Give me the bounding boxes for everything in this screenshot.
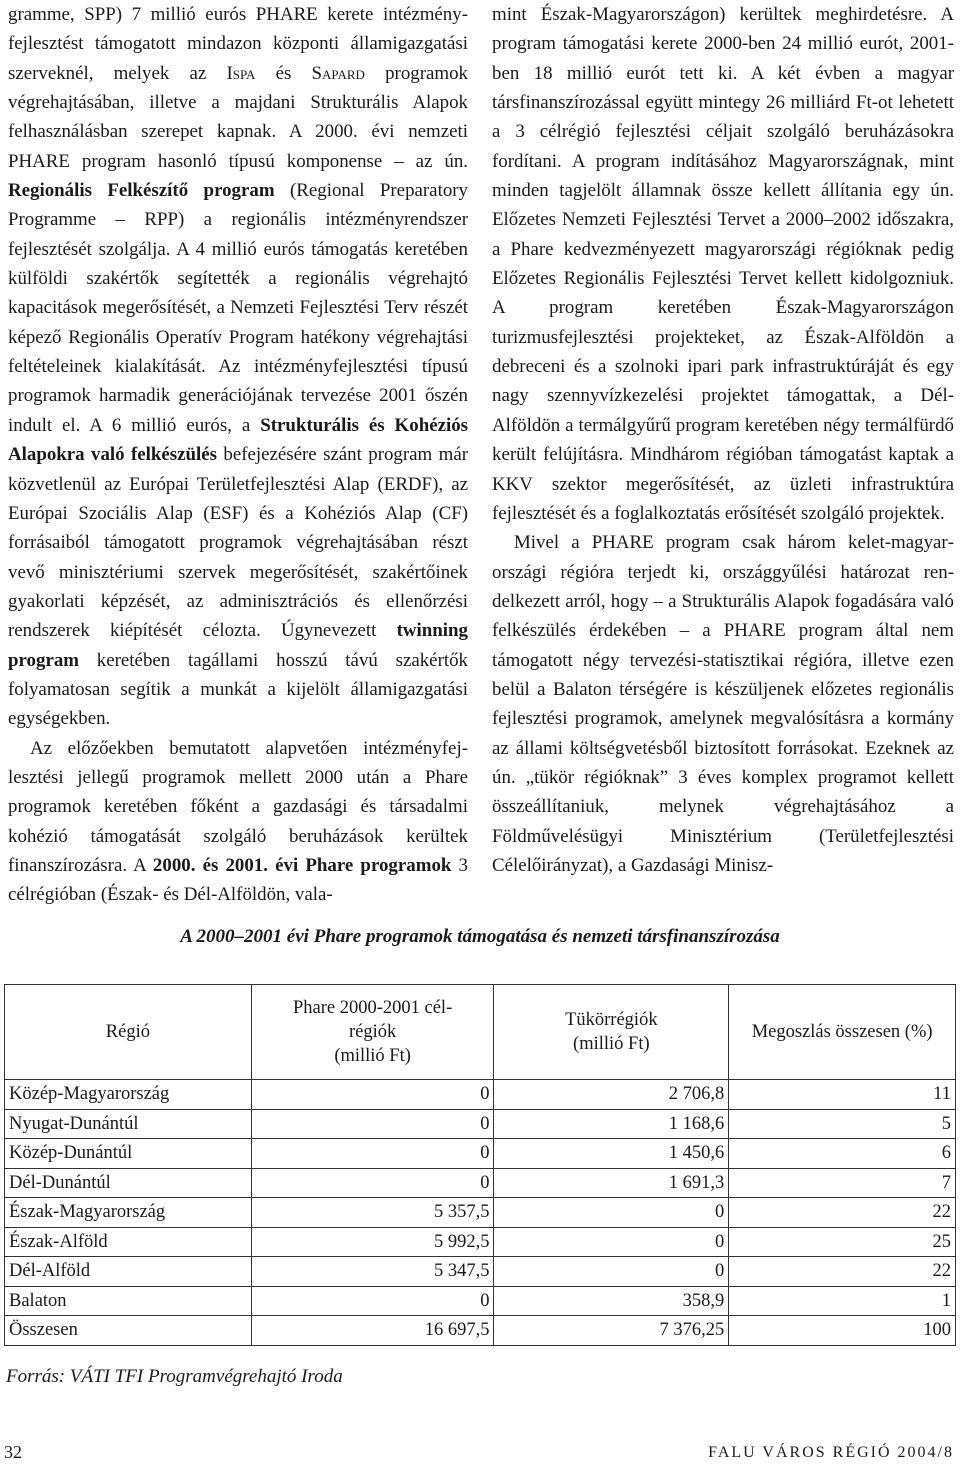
left-text-column xyxy=(8,0,468,910)
cell-share: 22 xyxy=(729,1198,956,1228)
table-title: A 2000–2001 évi Phare programok támogatása és nemzeti társfinanszírozása xyxy=(180,926,780,947)
bold-term-rpp: Regionális Felkészítő program xyxy=(8,180,275,202)
cell-phare: 0 xyxy=(251,1080,494,1110)
cell-share: 22 xyxy=(729,1257,956,1287)
sapard-term: Sapard xyxy=(311,62,365,84)
cell-phare: 0 xyxy=(251,1168,494,1198)
table-row xyxy=(5,1139,956,1169)
table-header-row xyxy=(5,985,956,1080)
header-share: Megoszlás összesen (%) xyxy=(729,985,956,1080)
cell-region: Észak-Alföld xyxy=(5,1227,252,1257)
table-row xyxy=(5,1168,956,1198)
cell-region: Dél-Alföld xyxy=(5,1257,252,1287)
table-row xyxy=(5,1286,956,1316)
cell-mirror: 7 376,25 xyxy=(494,1316,729,1346)
bold-term-phare-programs: 2000. és 2001. évi Phare programok xyxy=(152,854,452,876)
left-paragraph-2: Az előzőekben bemutatott alapvetően intézményfejlesztési jellegű programok mellett 2000 után a Phare programok keretében főként a gazdasági és társadalmi kohézió támogatását szolgáló beruházások kerültek finanszírozásra. A 2000. és 2001. évi Phare programok 3 célrégióban (Észak- és Dél-Alföldön, vala- xyxy=(8,737,469,906)
cell-mirror: 1 450,6 xyxy=(494,1139,729,1169)
cell-mirror: 0 xyxy=(494,1198,729,1228)
table-row xyxy=(5,1227,956,1257)
table-row xyxy=(5,1080,956,1110)
cell-phare: 0 xyxy=(251,1139,494,1169)
cell-share: 11 xyxy=(729,1080,956,1110)
table-row xyxy=(5,1109,956,1139)
cell-share: 6 xyxy=(729,1139,956,1169)
cell-share: 7 xyxy=(729,1168,956,1198)
bold-term-twinning: twinning program xyxy=(8,620,468,671)
header-region: Régió xyxy=(5,985,252,1080)
cell-phare: 0 xyxy=(251,1286,494,1316)
cell-share: 5 xyxy=(729,1109,956,1139)
cell-region: Nyugat-Dunántúl xyxy=(5,1109,252,1139)
cell-region: Közép-Dunántúl xyxy=(5,1139,252,1169)
cell-mirror: 1 168,6 xyxy=(494,1109,729,1139)
table-row xyxy=(5,1198,956,1228)
cell-region: Észak-Magyarország xyxy=(5,1198,252,1228)
cell-mirror: 2 706,8 xyxy=(494,1080,729,1110)
right-paragraph-2: Mivel a PHARE program csak három kelet-magyarországi régióra terjedt ki, országgyűlési határozat rendelkezett arról, hogy – a Strukturális Alapok fogadására való felkészülés érdekében – a PHARE program által nem támogatott négy tervezési-statisztikai régióra, illetve ezen belül a Balaton térségére is készüljenek előzetes regionális fejlesztési programok, amelynek megvalósításra a kormány az állami költségvetésből biztosított forrásokat. Ezeknek az ún. „tükör régióknak” 3 éves komplex programot kellett összeállítaniuk, melynek végrehajtásához a Földművelésügyi Minisztérium (Területfejlesztési Célelőirányzat), a Gazdasági Minisz- xyxy=(492,532,954,876)
cell-phare: 5 357,5 xyxy=(251,1198,494,1228)
cell-phare: 0 xyxy=(251,1109,494,1139)
cell-phare: 5 347,5 xyxy=(251,1257,494,1287)
cell-mirror: 0 xyxy=(494,1227,729,1257)
cell-region: Balaton xyxy=(5,1286,252,1316)
cell-share: 1 xyxy=(729,1286,956,1316)
cell-mirror: 1 691,3 xyxy=(494,1168,729,1198)
header-phare: Phare 2000-2001 cél- régiók (millió Ft) xyxy=(251,985,494,1080)
table-row xyxy=(5,1316,956,1346)
cell-phare: 16 697,5 xyxy=(251,1316,494,1346)
cell-mirror: 358,9 xyxy=(494,1286,729,1316)
source-note: Forrás: VÁTI TFI Programvégrehajtó Iroda xyxy=(6,1366,343,1387)
cell-region: Dél-Dunántúl xyxy=(5,1168,252,1198)
cell-share: 100 xyxy=(729,1316,956,1346)
ispa-term: Ispa xyxy=(226,62,256,84)
cell-region: Közép-Magyarország xyxy=(5,1080,252,1110)
page-number: 32 xyxy=(4,1442,22,1462)
cell-region: Összesen xyxy=(5,1316,252,1346)
cell-mirror: 0 xyxy=(494,1257,729,1287)
cell-phare: 5 992,5 xyxy=(251,1227,494,1257)
journal-title: FALU VÁROS RÉGIÓ 2004/8 xyxy=(708,1444,954,1461)
header-mirror-regions: Tükörrégiók (millió Ft) xyxy=(494,985,729,1080)
right-paragraph-1: mint Észak-Magyarországon) kerültek meghirdetésre. A program támogatási kerete 2000-ben 24 millió eurót, 2001-ben 18 millió eurót tett ki. A két évben a magyar társfinanszírozással együtt mintegy 26 milliárd Ft-ot lehetett a 3 célrégió fejlesztési céljait szolgáló beruházásokra fordítani. A program indításához Magyarországnak, mint minden tagjelölt államnak össze kellett állítania egy ún. Előzetes Nemzeti Fejlesztési Tervet a 2000–2002 időszakra, a Phare kedvezményezett magyarországi régióknak pedig Előzetes Regionális Fejlesztési Tervet kellett kidolgozniuk. A program keretében Észak-Magyarországon turizmusfejlesztési projekteket, az Észak-Alföldön a debreceni és a szolnoki ipari park infrastruktúráját és egy nagy szennyvízkezelési projektet támogattak, a Dél-Alföldön a termálgyűrű program keretében négy termálfürdő került felújításra. Mindhárom régióban támogatást kaptak a KKV szektor megerősítését, az üzleti infrastruktúra fejlesztését és a foglalkoztatás erősítését szolgáló projektek. xyxy=(492,4,954,524)
table-row xyxy=(5,1257,956,1287)
cell-share: 25 xyxy=(729,1227,956,1257)
bold-term-structural-funds: Strukturális és Kohéziós Alapokra való felkészülés xyxy=(8,414,469,466)
data-table xyxy=(4,984,956,1346)
right-text-column xyxy=(492,0,954,880)
left-paragraph-1: gramme, SPP) 7 millió eurós PHARE kerete intézményfejlesztést támogatott mindazon központi államigazgatási szerveknél, melyek az Ispa és Sapard programok végrehajtásában, illetve a majdani Strukturális Alapok felhasználásban szerepet kapnak. A 2000. évi nemzeti PHARE program hasonló típusú komponense – az ún. Regionális Felkészítő program (Regional Preparatory Programme – RPP) a regionális intézményrendszer fejlesztését szolgálja. A 4 millió eurós támogatás keretében külföldi szakértők segítették a regionális végrehajtó kapacitások megerősítését, a Nemzeti Fejlesztési Terv részét képező Regionális Operatív Program hatékony végrehajtási feltételeinek kialakítását. Az intézményfejlesztési típusú programok harmadik generációjának tervezése 2001 őszén indult el. A 6 millió eurós, a Strukturális és Kohéziós Alapokra való felkészülés befejezésére szánt program már közvetlenül az Európai Területfejlesztési Alap (ERDF), az Európai Szociális Alap (ESF) és a Kohéziós Alap (CF) forrásaiból támogatott programok végrehajtásában részt vevő minisztériumi szervek megerősítését, szakértőinek gyakorlati képzését, az adminisztrációs és ellenőrzési rendszerek kiépítését célozta. Úgynevezett twinning program keretében tagállami hosszú távú szakértők folyamatosan segítik a munkát a kijelölt államigazgatási egységekben. xyxy=(8,4,469,730)
